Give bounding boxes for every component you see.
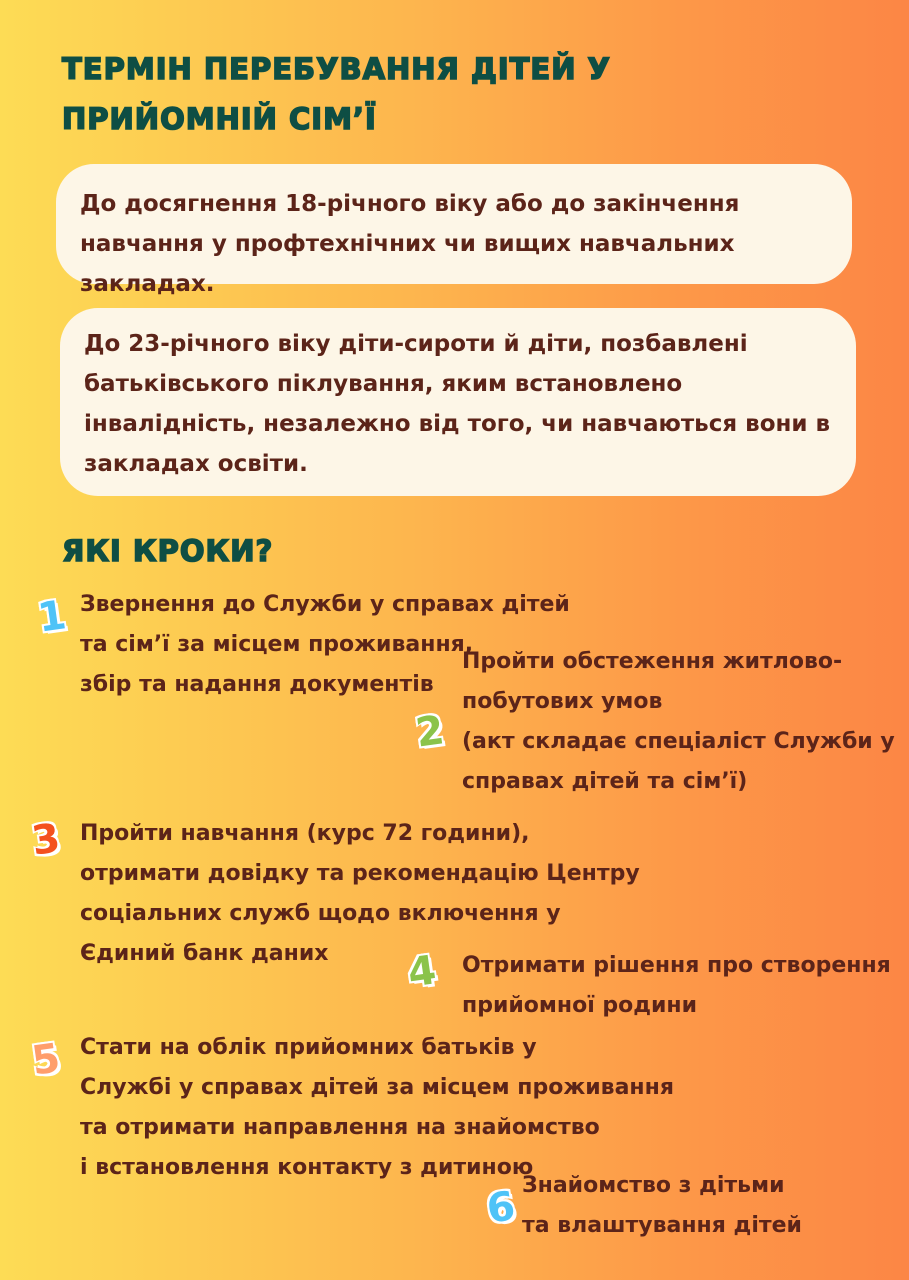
step-text-2: Пройти обстеження житлово- побутових умов (акт складає спеціаліст Служби у справах дітей та сім’ї): [462, 649, 895, 794]
step-number-4: 4: [404, 947, 439, 997]
page-title: ТЕРМІН ПЕРЕБУВАННЯ ДІТЕЙ У ПРИЙОМНІЙ СІМ’Ї: [62, 52, 611, 136]
step-text-5: Стати на облік прийомних батьків у Службі у справах дітей за місцем проживання та отримати направлення на знайомство і встановлення контакту з дитиною: [80, 1035, 674, 1180]
step-number-1: 1: [34, 592, 69, 642]
step-number-6: 6: [483, 1183, 518, 1233]
step-text-4: Отримати рішення про створення прийомної родини: [462, 953, 891, 1018]
info-card-term-23: До 23-річного віку діти-сироти й діти, позбавлені батьківського піклування, яким встановлено інвалідність, незалежно від того, чи навчаються вони в закладах освіти.: [60, 308, 856, 496]
step-text-3: Пройти навчання (курс 72 години), отримати довідку та рекомендацію Центру соціальних служб щодо включення у Єдиний банк даних: [80, 821, 640, 966]
step-number-5: 5: [28, 1035, 63, 1085]
step-text-1: Звернення до Служби у справах дітей та сім’ї за місцем проживання, збір та надання документів: [80, 592, 570, 697]
step-number-2: 2: [412, 707, 447, 757]
steps-title: ЯКІ КРОКИ?: [62, 534, 274, 568]
info-card-term-18: До досягнення 18-річного віку або до закінчення навчання у профтехнічних чи вищих навчальних закладах.: [56, 164, 852, 284]
step-number-3: 3: [28, 815, 63, 865]
step-text-6: Знайомство з дітьми та влаштування дітей: [522, 1173, 802, 1238]
